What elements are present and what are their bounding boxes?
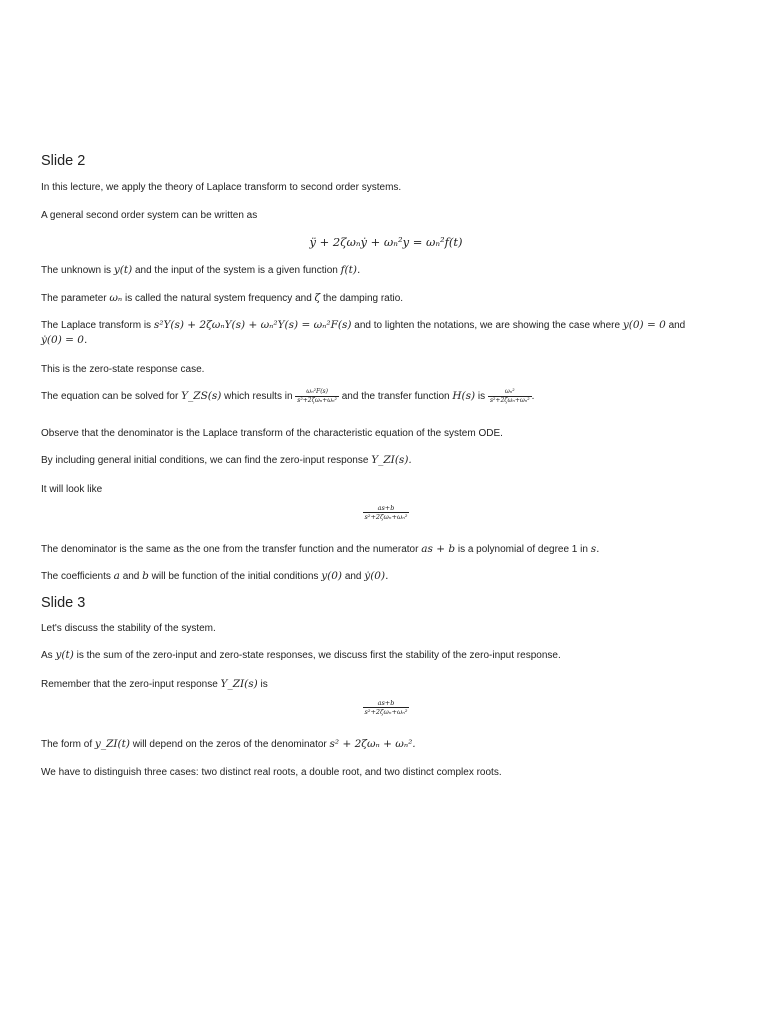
zero-state-fraction — [295, 388, 339, 405]
ode-equation — [41, 235, 731, 251]
zero-input-display-2 — [41, 699, 731, 716]
intro-paragraph: In this lecture, we apply the theory of Laplace transform to second order systems. — [41, 182, 402, 193]
remember-paragraph — [41, 677, 268, 692]
coefficients-paragraph — [41, 569, 388, 584]
coef-mid: will be function of the initial conditions — [151, 571, 319, 582]
param-mid: is called the natural system frequency and — [124, 293, 312, 304]
coef-and2: and — [344, 571, 362, 582]
form-mid: will depend on the zeros of the denominator — [132, 739, 327, 750]
zi2-numerator: as+b — [363, 699, 410, 708]
solve-yzs-math: Y_ZS(s) — [181, 390, 222, 403]
param-zeta-math: ζ — [314, 292, 321, 304]
ode-math: ÿ + 2ζωₙẏ + ωₙ²y = ωₙ²f(t) — [309, 235, 463, 249]
zero-state-numerator: ωₙ²F(s) — [295, 388, 339, 397]
parameter-paragraph — [41, 291, 403, 306]
denom-asb-math: as + b — [421, 543, 456, 555]
denom-s-math: s. — [590, 543, 600, 555]
zero-input-fraction-2 — [363, 699, 410, 716]
param-post: the damping ratio. — [323, 293, 404, 304]
zero-state-denominator: s²+2ζωₙ+ωₙ² — [297, 397, 337, 404]
general-paragraph: A general second order system can be written as — [41, 210, 258, 221]
as-paragraph — [41, 648, 561, 663]
as-y-math: y(t) — [55, 649, 74, 661]
unknown-mid: and the input of the system is a given function — [134, 265, 338, 276]
laplace-mid: and to lighten the notations, we are showing the case where — [354, 320, 621, 331]
solve-is: is — [477, 391, 486, 403]
transfer-function-fraction — [488, 388, 532, 405]
unknown-y-math: y(t) — [113, 264, 133, 276]
zero-input-fraction — [363, 504, 410, 521]
zero-state-paragraph: This is the zero-state response case. — [41, 364, 205, 375]
remember-yzi-math: Y_ZI(s) — [220, 678, 258, 690]
observe-paragraph: Observe that the denominator is the Laplace transform of the characteristic equation of the system ODE. — [41, 428, 503, 439]
tf-denominator: s²+2ζωₙ+ωₙ² — [489, 397, 530, 404]
unknown-paragraph — [41, 263, 360, 278]
solve-tf: and the transfer function — [341, 391, 450, 403]
tf-period: . — [531, 391, 535, 403]
laplace-paragraph — [41, 318, 731, 348]
tf-numerator: ωₙ² — [488, 388, 532, 397]
coef-b-math: b — [142, 570, 149, 582]
slide-3-heading: Slide 3 — [41, 595, 86, 611]
coef-a-math: a — [113, 570, 120, 582]
laplace-pre: The Laplace transform is — [41, 320, 152, 331]
form-pre: The form of — [41, 739, 93, 750]
as-pre: As — [41, 650, 53, 661]
unknown-f-math: f(t). — [340, 264, 361, 276]
laplace-ydot0-math: ẏ(0) = 0. — [41, 334, 88, 346]
laplace-y0-math: y(0) = 0 — [622, 319, 666, 331]
including-pre: By including general initial conditions, we can find the zero-input response — [41, 455, 369, 466]
zi-numerator: as+b — [363, 504, 410, 513]
denominator-paragraph — [41, 542, 599, 557]
solve-pre: The equation can be solved for — [41, 391, 179, 403]
form-yzi-math: y_ZI(t) — [94, 738, 130, 750]
solve-h-math: H(s) — [452, 390, 476, 403]
including-paragraph — [41, 453, 412, 468]
param-wn-math: ωₙ — [109, 292, 123, 304]
zi-denominator: s²+2ζωₙ+ωₙ² — [364, 513, 408, 521]
look-like-paragraph: It will look like — [41, 484, 103, 495]
as-post: is the sum of the zero-input and zero-state responses, we discuss first the stability of the zero-input response. — [76, 650, 561, 661]
form-paragraph — [41, 737, 416, 752]
denom-mid: is a polynomial of degree 1 in — [457, 544, 588, 555]
laplace-eq-math: s²Y(s) + 2ζωₙY(s) + ωₙ²Y(s) = ωₙ²F(s) — [153, 319, 352, 331]
including-yzi-math: Y_ZI(s). — [371, 454, 412, 466]
solve-mid: which results in — [224, 391, 293, 403]
param-pre: The parameter — [41, 293, 107, 304]
laplace-and: and — [668, 320, 686, 331]
coef-pre: The coefficients — [41, 571, 111, 582]
denom-pre: The denominator is the same as the one from the transfer function and the numerator — [41, 544, 419, 555]
coef-and: and — [122, 571, 140, 582]
discuss-paragraph: Let's discuss the stability of the system. — [41, 623, 216, 634]
slide-2-heading: Slide 2 — [41, 153, 86, 169]
form-den-math: s² + 2ζωₙ + ωₙ². — [329, 738, 416, 750]
cases-paragraph: We have to distinguish three cases: two distinct real roots, a double root, and two distinct complex roots. — [41, 767, 502, 778]
unknown-pre: The unknown is — [41, 265, 112, 276]
zi2-denominator: s²+2ζωₙ+ωₙ² — [364, 708, 408, 716]
coef-y0-math: y(0) — [321, 570, 343, 582]
remember-is: is — [260, 679, 268, 690]
remember-pre: Remember that the zero-input response — [41, 679, 218, 690]
coef-ydot0-math: ẏ(0). — [364, 570, 389, 582]
solve-paragraph — [41, 388, 534, 405]
zero-input-display — [41, 504, 731, 521]
